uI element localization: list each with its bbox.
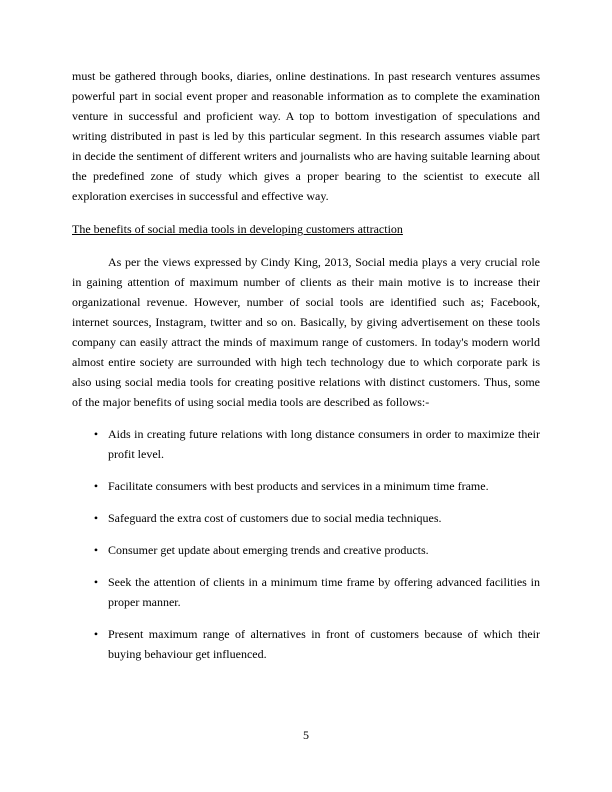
bullet-icon: • [93,427,99,441]
benefits-list [72,424,540,664]
list-item [72,476,540,496]
list-item-text: Aids in creating future relations with long distance consumers in order to maximize their profit level. [108,427,540,461]
list-item-text: Seek the attention of clients in a minimum time frame by offering advanced facilities in proper manner. [108,575,540,609]
list-item [72,572,540,612]
intro-paragraph: must be gathered through books, diaries, online destinations. In past research ventures assumes powerful part in social event proper and reasonable information as to complete the examination venture in successful and proficient way. A top to bottom investigation of speculations and writing distributed in past is led by this particular segment. In this research assumes viable part in decide the sentiment of different writers and journalists who are having suitable learning about the predefined zone of study which gives a proper bearing to the scientist to execute all exploration exercises in successful and effective way. [72,69,540,203]
bullet-icon: • [93,575,99,589]
bullet-icon: • [93,627,99,641]
page-body [72,66,540,676]
list-item-text: Consumer get update about emerging trends and creative products. [108,543,429,557]
section-paragraph: As per the views expressed by Cindy King, 2013, Social media plays a very crucial role in gaining attention of maximum number of clients as their main motive is to increase their organizational revenue. However, number of social tools are identified such as; Facebook, internet sources, Instagram, twitter and so on. Basically, by giving advertisement on these tools company can easily attract the minds of maximum range of customers. In today's modern world almost entire society are surrounded with high tech technology due to which corporate park is also using social media tools for creating positive relations with distinct customers. Thus, some of the major benefits of using social media tools are described as follows:- [72,255,540,409]
list-item-text: Present maximum range of alternatives in front of customers because of which their buying behaviour get influenced. [108,627,540,661]
section-heading: The benefits of social media tools in developing customers attraction [72,222,403,236]
list-item [72,424,540,464]
list-item [72,508,540,528]
page-number: 5 [303,728,309,742]
bullet-icon: • [93,479,99,493]
list-item-text: Safeguard the extra cost of customers due to social media techniques. [108,511,442,525]
list-item-text: Facilitate consumers with best products and services in a minimum time frame. [108,479,489,493]
bullet-icon: • [93,511,99,525]
bullet-icon: • [93,543,99,557]
list-item [72,540,540,560]
list-item [72,624,540,664]
